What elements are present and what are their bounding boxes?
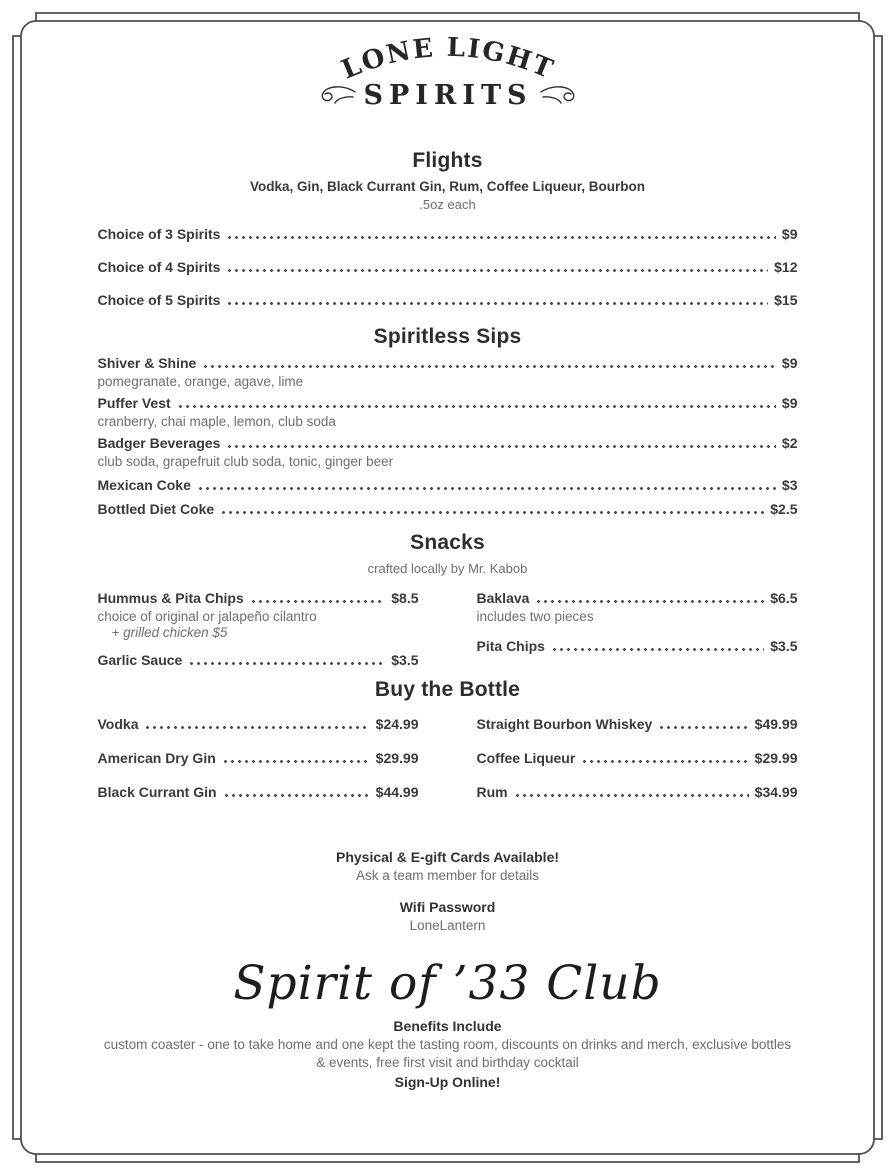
menu-row	[477, 784, 798, 800]
flights-subtitle: Vodka, Gin, Black Currant Gin, Rum, Coffee Liqueur, Bourbon	[249, 179, 646, 194]
menu-item	[98, 395, 798, 429]
brand-logo	[98, 30, 798, 117]
item-price: $34.99	[754, 784, 798, 800]
item-desc: cranberry, chai maple, lemon, club soda	[97, 414, 336, 429]
item-name: Garlic Sauce	[97, 652, 183, 668]
menu-row	[98, 784, 419, 800]
item-name: Vodka	[97, 716, 139, 732]
spiritless-title: Spiritless Sips	[373, 325, 522, 348]
dot-leader	[535, 600, 764, 603]
footer-notes	[98, 848, 798, 935]
item-price: $24.99	[375, 716, 419, 732]
item-price: $49.99	[754, 716, 798, 732]
club-section	[98, 953, 798, 1090]
bottle-right-column	[477, 716, 798, 818]
item-price: $3.5	[391, 652, 419, 668]
dot-leader	[223, 794, 370, 797]
dot-leader	[222, 760, 370, 763]
dot-leader	[226, 445, 775, 448]
section-buy-the-bottle	[98, 678, 798, 818]
menu-row	[477, 638, 798, 654]
bottle-left-column	[98, 716, 419, 818]
snacks-columns	[98, 590, 798, 668]
menu-item	[98, 435, 798, 469]
item-price: $3	[781, 477, 798, 493]
club-title: Spirit of ’33 Club	[233, 956, 662, 1011]
menu-row	[98, 652, 419, 668]
flights-note: .5oz each	[419, 197, 476, 212]
item-price: $44.99	[375, 784, 419, 800]
item-name: Shiver & Shine	[97, 355, 197, 371]
border-outer-bottom	[36, 1154, 859, 1162]
item-name: American Dry Gin	[97, 750, 216, 766]
section-flights	[98, 149, 798, 308]
menu-item	[98, 355, 798, 389]
club-benefits-text: custom coaster - one to take home and one kept the tasting room, discounts on drinks and merch, exclusive bottles & events, free first visit and birthday cocktail	[103, 1037, 792, 1070]
dot-leader	[226, 269, 768, 272]
item-price: $9	[781, 395, 798, 411]
item-price: $8.5	[391, 590, 419, 606]
item-price: $6.5	[770, 590, 798, 606]
dot-leader	[220, 511, 764, 514]
club-benefits-title: Benefits Include	[393, 1018, 502, 1034]
border-outer-right	[874, 36, 882, 1139]
dot-leader	[202, 365, 776, 368]
menu-row	[477, 750, 798, 766]
menu-row	[98, 259, 798, 275]
snacks-left-column	[98, 590, 419, 668]
menu-row	[477, 716, 798, 732]
border-outer-left	[13, 36, 21, 1139]
dot-leader	[144, 726, 369, 729]
giftcards-title: Physical & E-gift Cards Available!	[335, 849, 560, 865]
dot-leader	[581, 760, 748, 763]
menu-row	[98, 477, 798, 493]
flights-title: Flights	[412, 149, 483, 172]
dot-leader	[514, 794, 749, 797]
snacks-right-column	[477, 590, 798, 668]
item-price: $29.99	[754, 750, 798, 766]
item-desc: pomegranate, orange, agave, lime	[97, 374, 304, 389]
spiritless-list	[98, 355, 798, 517]
menu-row	[98, 435, 798, 451]
item-price: $3.5	[770, 638, 798, 654]
dot-leader	[250, 600, 386, 603]
wifi-password: LoneLantern	[409, 918, 486, 933]
giftcards-note: Ask a team member for details	[355, 868, 540, 883]
snacks-note: crafted locally by Mr. Kabob	[367, 561, 528, 576]
wifi-title: Wifi Password	[399, 899, 496, 915]
menu-row	[98, 292, 798, 308]
menu-content	[98, 0, 798, 1090]
item-name: Rum	[476, 784, 508, 800]
item-name: Bottled Diet Coke	[97, 501, 215, 517]
item-price: $12	[774, 259, 798, 275]
brand-line1: LONE LIGHT	[337, 32, 558, 86]
item-name: Mexican Coke	[97, 477, 191, 493]
item-name: Straight Bourbon Whiskey	[476, 716, 653, 732]
dot-leader	[226, 236, 776, 239]
item-price: $29.99	[375, 750, 419, 766]
item-name: Badger Beverages	[97, 435, 221, 451]
item-name: Choice of 5 Spirits	[97, 292, 221, 308]
menu-row	[98, 226, 798, 242]
menu-row	[98, 395, 798, 411]
dot-leader	[188, 662, 385, 665]
item-price: $2	[781, 435, 798, 451]
section-snacks	[98, 531, 798, 668]
club-signup: Sign-Up Online!	[394, 1074, 501, 1090]
flourish-right-icon	[541, 87, 574, 103]
item-name: Coffee Liqueur	[476, 750, 576, 766]
snacks-title: Snacks	[410, 531, 485, 554]
item-desc: choice of original or jalapeño cilantro	[97, 609, 317, 624]
dot-leader	[197, 487, 776, 490]
dot-leader	[226, 302, 768, 305]
item-name: Puffer Vest	[97, 395, 171, 411]
bottle-title: Buy the Bottle	[374, 678, 521, 701]
flourish-left-icon	[322, 87, 355, 103]
item-name: Hummus & Pita Chips	[97, 590, 244, 606]
menu-row	[98, 355, 798, 371]
item-name: Pita Chips	[476, 638, 545, 654]
item-name: Choice of 3 Spirits	[97, 226, 221, 242]
item-extra: + grilled chicken $5	[111, 625, 228, 640]
flights-list	[98, 226, 798, 308]
menu-row	[98, 501, 798, 517]
menu-row	[98, 716, 419, 732]
item-price: $15	[774, 292, 798, 308]
item-name: Baklava	[476, 590, 530, 606]
item-name: Choice of 4 Spirits	[97, 259, 221, 275]
item-desc: includes two pieces	[476, 609, 594, 624]
item-price: $2.5	[770, 501, 798, 517]
dot-leader	[551, 648, 764, 651]
brand-line2: SPIRITS	[362, 80, 533, 111]
dot-leader	[177, 405, 776, 408]
dot-leader	[658, 726, 748, 729]
bottle-columns	[98, 716, 798, 818]
menu-row	[477, 590, 798, 606]
item-name: Black Currant Gin	[97, 784, 217, 800]
menu-row	[98, 750, 419, 766]
item-price: $9	[781, 355, 798, 371]
item-desc: club soda, grapefruit club soda, tonic, ginger beer	[97, 454, 394, 469]
section-spiritless-sips	[98, 325, 798, 517]
item-price: $9	[781, 226, 798, 242]
menu-row	[98, 590, 419, 606]
